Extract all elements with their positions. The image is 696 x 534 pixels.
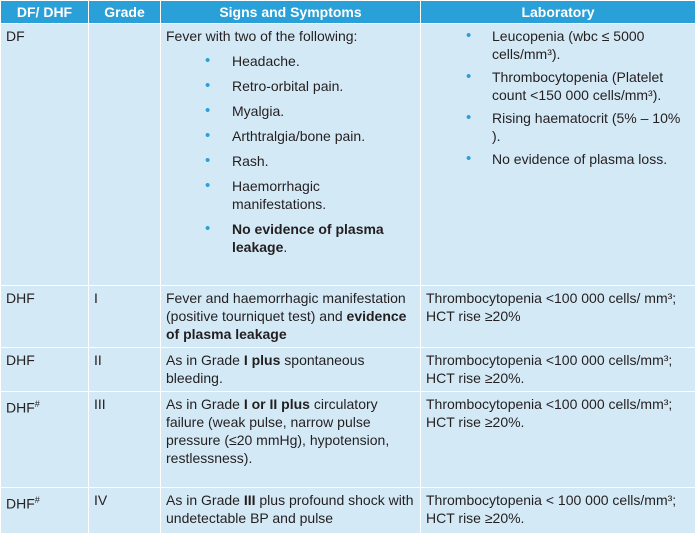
type-mark: # (34, 399, 40, 409)
signs-text: Fever and haemorrhagic manifestation (positive tourniquet test) and (166, 290, 406, 324)
list-item (166, 220, 416, 256)
row-lab: Thrombocytopenia < 100 000 cells/mm³; HCT rise ≥20%. (421, 488, 696, 534)
signs-pre: As in Grade (166, 352, 240, 368)
row-lab: Thrombocytopenia <100 000 cells/mm³; HCT rise ≥20%. (421, 348, 696, 392)
signs-pre: As in Grade (166, 396, 240, 412)
table-row (1, 24, 696, 286)
list-item: • Retro-orbital pain. (166, 77, 416, 95)
row-type (1, 392, 89, 488)
row-signs (161, 348, 421, 392)
signs-post: plus profound shock with undetectable BP and pulse (166, 492, 414, 526)
bold-text: I or II plus (243, 396, 310, 412)
row-grade: I (89, 286, 161, 348)
header-lab: Laboratory (421, 1, 696, 24)
row-signs (161, 392, 421, 488)
signs-pre: As in Grade (166, 492, 240, 508)
header-signs: Signs and Symptoms (161, 1, 421, 24)
row-signs (161, 286, 421, 348)
bold-text: I plus (243, 352, 281, 368)
bold-text: III (243, 492, 256, 508)
lab-list (426, 27, 691, 168)
row-grade: IV (89, 488, 161, 534)
list-item: • Rising haematocrit (5% – 10% ). (426, 109, 691, 145)
table-row (1, 286, 696, 348)
bold-text: evidence of plasma leakage (166, 308, 407, 342)
row-grade (89, 24, 161, 286)
list-item: • Arthtralgia/bone pain. (166, 127, 416, 145)
row-signs (161, 24, 421, 286)
row-type: DF (1, 24, 89, 286)
list-item: • No evidence of plasma loss. (426, 150, 691, 168)
row-lab: Thrombocytopenia <100 000 cells/mm³; HCT rise ≥20%. (421, 392, 696, 488)
row-grade: III (89, 392, 161, 488)
list-item: • Headache. (166, 52, 416, 70)
header-row (1, 1, 696, 24)
row-grade: II (89, 348, 161, 392)
row-type: DHF (1, 348, 89, 392)
bold-text: No evidence of plasma leakage (232, 221, 384, 255)
table-row (1, 392, 696, 488)
table-row (1, 348, 696, 392)
type-text: DHF (6, 495, 35, 512)
header-grade: Grade (89, 1, 161, 24)
signs-post: spontaneous bleeding. (166, 352, 365, 386)
row-lab: Thrombocytopenia <100 000 cells/ mm³; HCT rise ≥20% (421, 286, 696, 348)
list-item: • Thrombocytopenia (Platelet count <150 000 cells/mm³). (426, 68, 691, 104)
list-item: • Myalgia. (166, 102, 416, 120)
list-item: • Leucopenia (wbc ≤ 5000 cells/mm³). (426, 27, 691, 63)
type-mark: # (34, 495, 40, 505)
list-item: • Haemorrhagic manifestations. (166, 177, 416, 213)
suffix-text: . (283, 239, 288, 255)
header-type: DF/ DHF (1, 1, 89, 24)
type-text: DHF (6, 399, 35, 416)
signs-post: circulatory failure (weak pulse, narrow pulse pressure (≤20 mmHg), hypotension, restlessness). (166, 396, 390, 466)
signs-list (166, 52, 416, 256)
signs-intro: Fever with two of the following: (166, 28, 358, 44)
row-type: DHF (1, 286, 89, 348)
row-lab (421, 24, 696, 286)
list-item: • Rash. (166, 152, 416, 170)
